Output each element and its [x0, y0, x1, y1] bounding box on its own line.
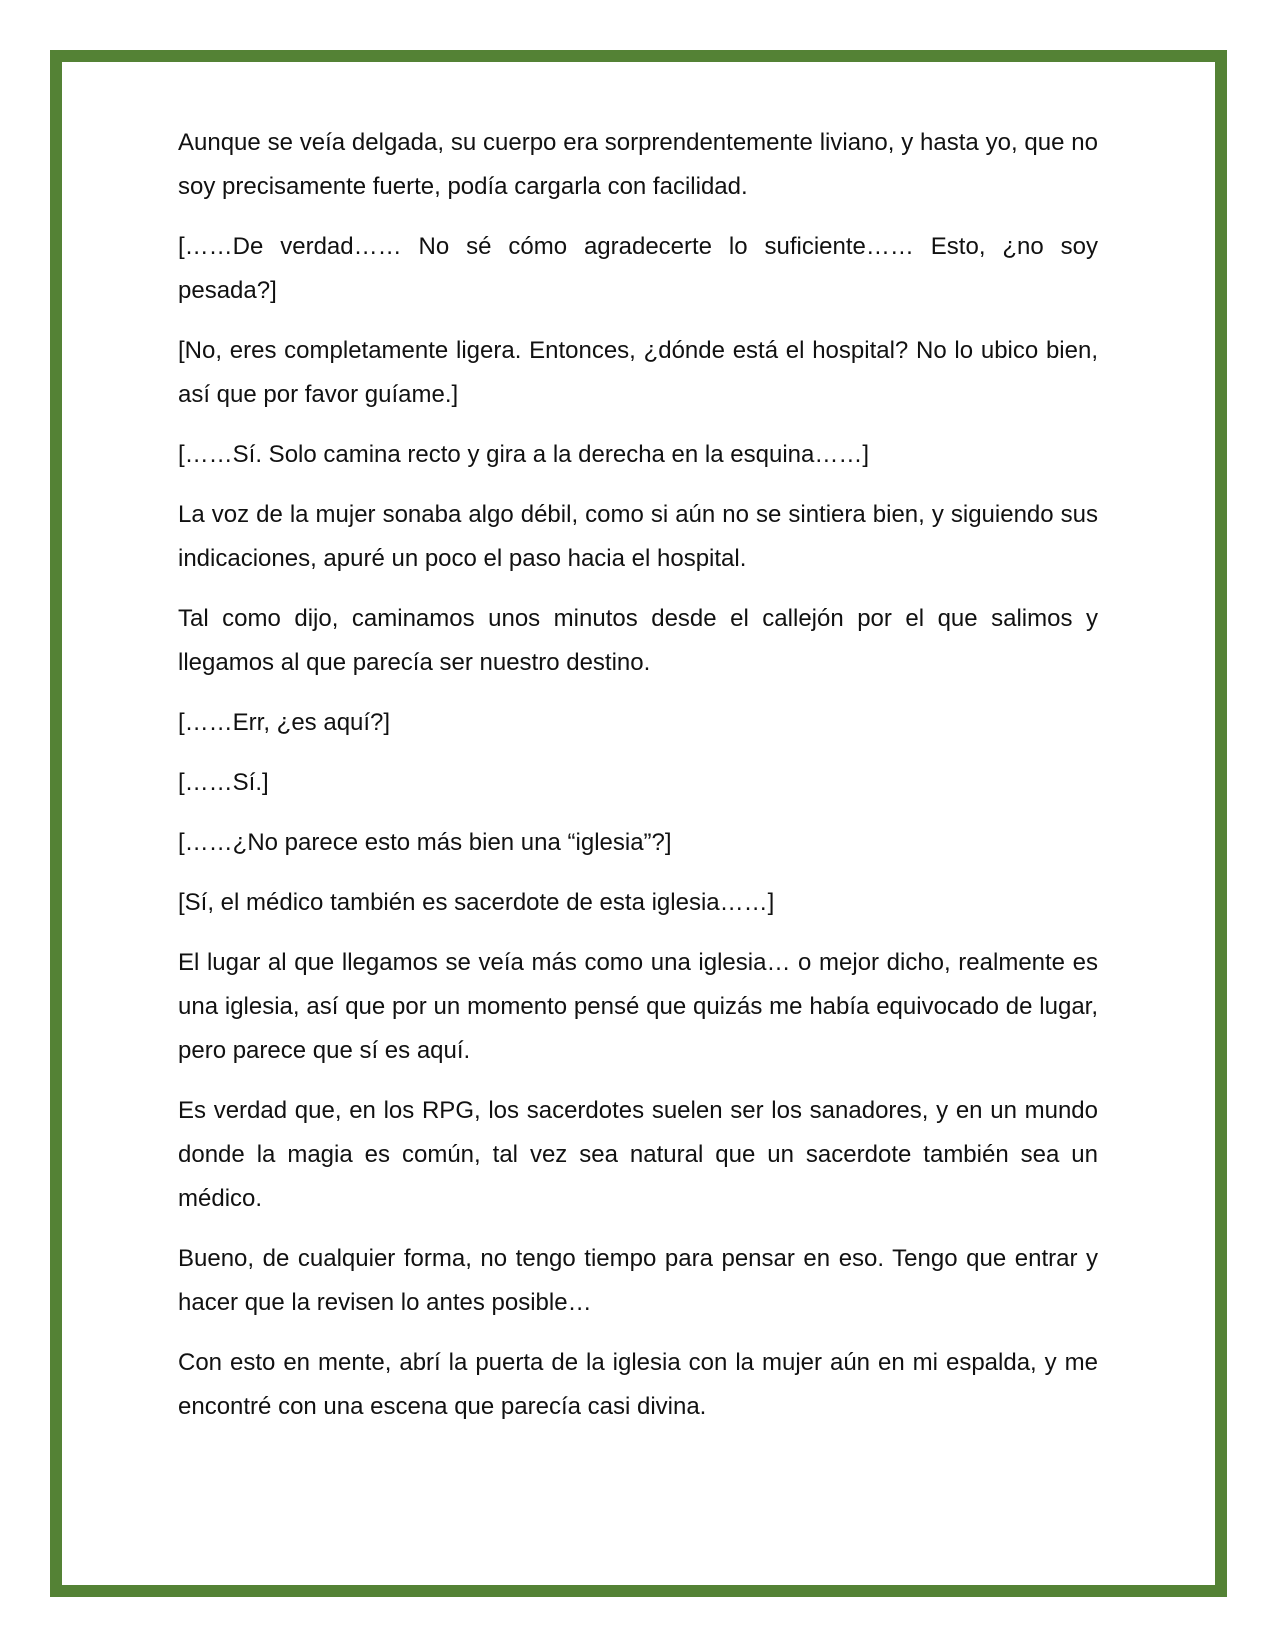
paragraph: Con esto en mente, abrí la puerta de la iglesia con la mujer aún en mi espalda, y me encontré con una escena que parecía casi divina.: [178, 1349, 1098, 1420]
paragraph: [……¿No parece esto más bien una “iglesia”?]: [178, 829, 672, 856]
paragraph: [Sí, el médico también es sacerdote de esta iglesia……]: [178, 889, 775, 916]
paragraph: El lugar al que llegamos se veía más como una iglesia… o mejor dicho, realmente es una iglesia, así que por un momento pensé que quizás me había equivocado de lugar, pero parece que sí es aquí.: [178, 949, 1098, 1064]
paragraph: Bueno, de cualquier forma, no tengo tiempo para pensar en eso. Tengo que entrar y hacer que la revisen lo antes posible…: [178, 1245, 1098, 1316]
paragraph: [……Sí. Solo camina recto y gira a la derecha en la esquina……]: [178, 441, 870, 468]
paragraph: Tal como dijo, caminamos unos minutos desde el callejón por el que salimos y llegamos al que parecía ser nuestro destino.: [178, 605, 1098, 676]
document-body: [178, 121, 1098, 1445]
paragraph: La voz de la mujer sonaba algo débil, como si aún no se sintiera bien, y siguiendo sus indicaciones, apuré un poco el paso hacia el hospital.: [178, 501, 1098, 572]
paragraph: [……Sí.]: [178, 769, 269, 796]
paragraph: Es verdad que, en los RPG, los sacerdotes suelen ser los sanadores, y en un mundo donde la magia es común, tal vez sea natural que un sacerdote también sea un médico.: [178, 1097, 1098, 1212]
paragraph: [No, eres completamente ligera. Entonces, ¿dónde está el hospital? No lo ubico bien, así que por favor guíame.]: [178, 337, 1098, 408]
paragraph: [……De verdad…… No sé cómo agradecerte lo suficiente…… Esto, ¿no soy pesada?]: [178, 233, 1098, 304]
paragraph: Aunque se veía delgada, su cuerpo era sorprendentemente liviano, y hasta yo, que no soy precisamente fuerte, podía cargarla con facilidad.: [178, 129, 1098, 200]
paragraph: [……Err, ¿es aquí?]: [178, 709, 391, 736]
